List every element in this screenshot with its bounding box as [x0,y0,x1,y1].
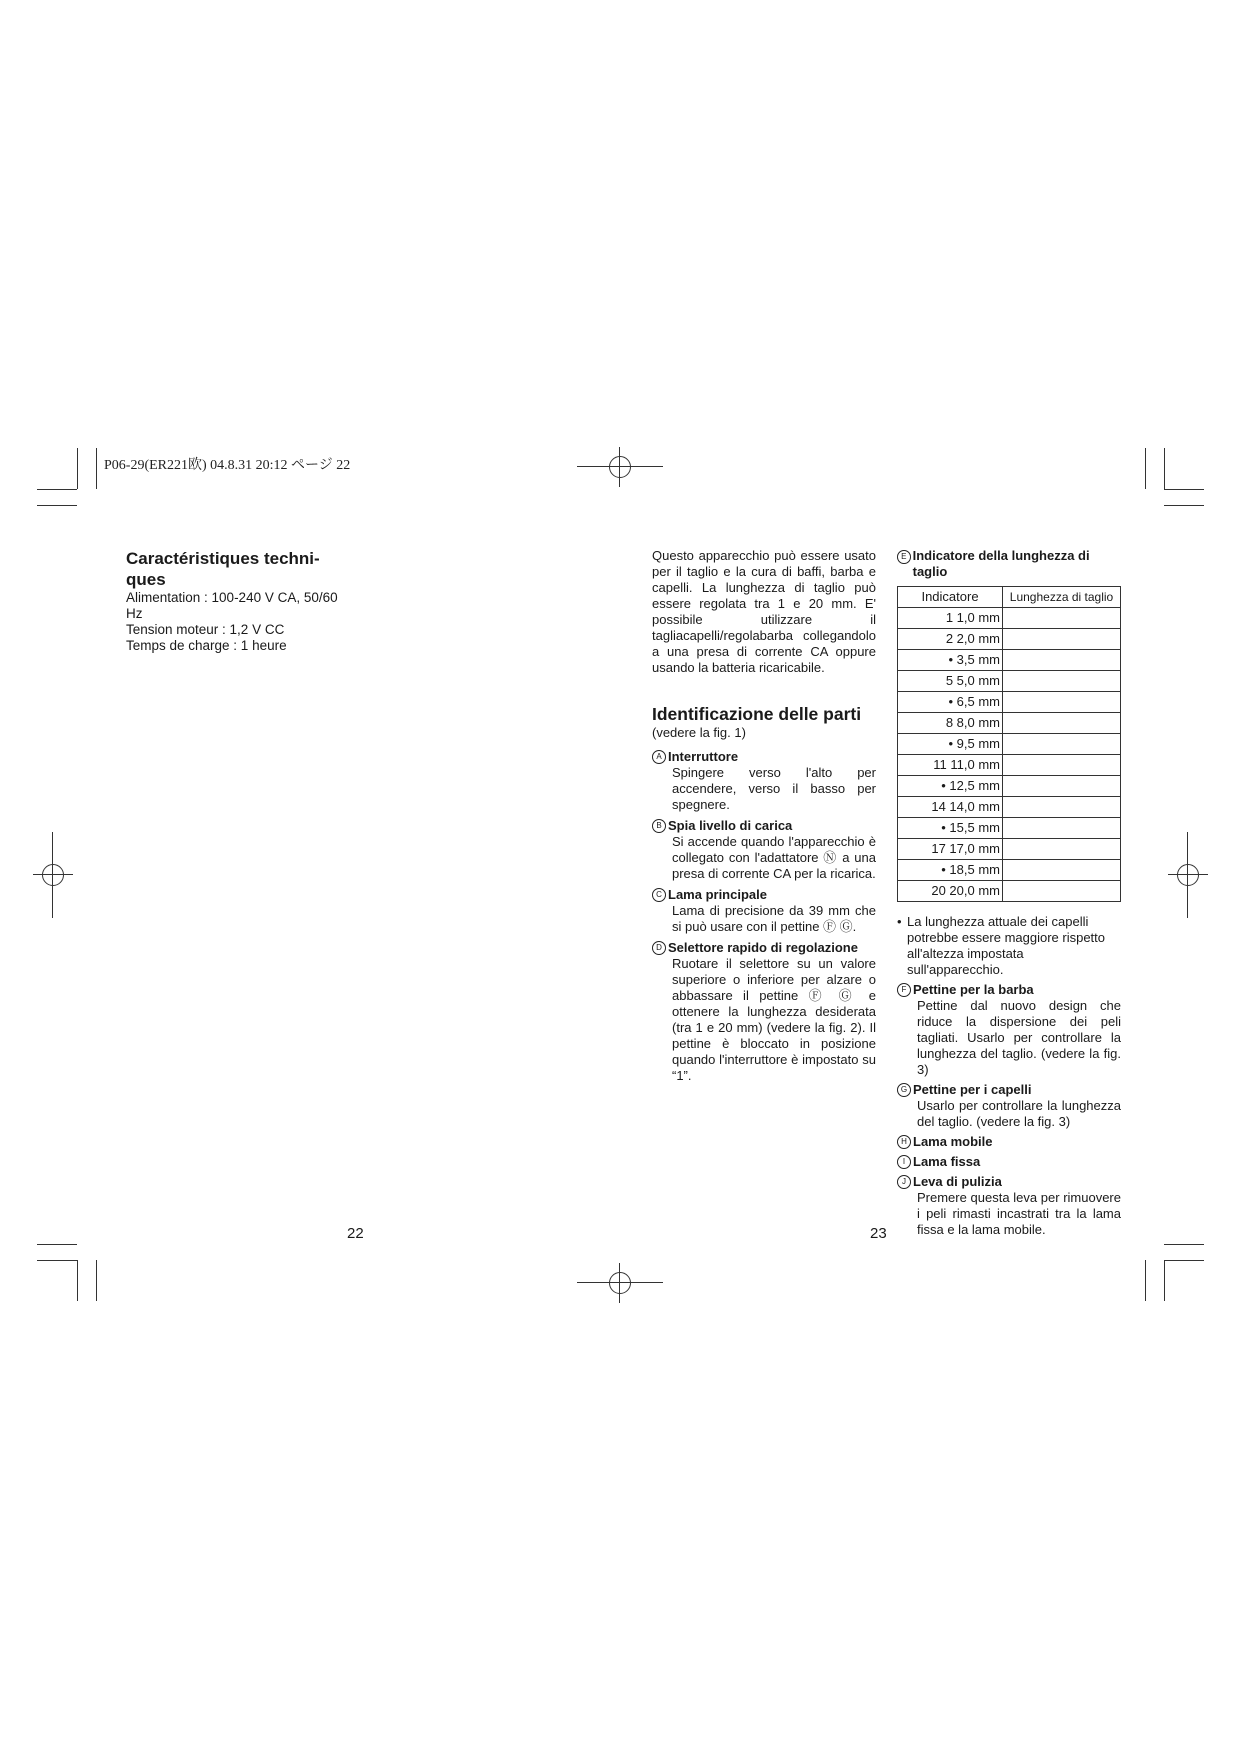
circled-letter-j-icon: J [897,1175,911,1189]
part-item-b [652,818,876,882]
table-cell-empty [1003,671,1121,692]
specs-list [126,590,366,654]
table-header-indicator: Indicatore [898,587,1003,608]
table-cell-empty [1003,839,1121,860]
table-cell-empty [1003,734,1121,755]
table-cell-indicator-length: • 18,5 mm [898,860,1003,881]
part-description: Pettine dal nuovo design che riduce la dispersione dei peli tagliati. Usarlo per controllare la lunghezza del taglio. (vedere la fig. 3) [917,998,1121,1077]
part-title: Pettine per i capelli [913,1082,1032,1097]
right-column-2 [897,548,1121,1238]
part-item-d [652,940,876,1084]
spec-charge-time: Temps de charge : 1 heure [126,638,287,653]
table-cell-indicator-length: 1 1,0 mm [898,608,1003,629]
part-item-c [652,887,876,935]
table-row [898,776,1121,797]
circled-letter-h-icon: H [897,1135,911,1149]
page-number-left: 22 [347,1225,364,1242]
part-description: Ruotare il selettore su un valore superiore o inferiore per alzare o abbassare il pettine Ⓕ Ⓖ e ottenere la lunghezza desiderata (tra 1 e 20 mm) (vedere la fig. 2). Il pettine è bloccato in posizione quando l'interruttore è impostato su “1”. [672,956,876,1083]
table-row [898,839,1121,860]
table-row [898,881,1121,902]
table-cell-indicator-length: 8 8,0 mm [898,713,1003,734]
part-title: Selettore rapido di regolazione [668,940,858,955]
page-number-right: 23 [870,1225,887,1242]
part-title: Lama principale [668,887,767,902]
circled-letter-d-icon: D [652,941,666,955]
circled-letter-c-icon: C [652,888,666,902]
table-cell-empty [1003,713,1121,734]
part-description: Premere questa leva per rimuovere i peli rimasti incastrati tra la lama fissa e la lama mobile. [917,1190,1121,1237]
part-description: Lama di precisione da 39 mm che si può usare con il pettine Ⓕ Ⓖ. [672,903,876,934]
table-row [898,797,1121,818]
table-cell-indicator-length: 17 17,0 mm [898,839,1003,860]
table-cell-indicator-length: 11 11,0 mm [898,755,1003,776]
spec-power: Alimentation : 100-240 V CA, 50/60 Hz [126,590,338,621]
part-title: Spia livello di carica [668,818,793,833]
section-subtitle: (vedere la fig. 1) [652,725,746,740]
table-row [898,608,1121,629]
right-column-1 [652,548,876,1089]
table-cell-indicator-length: • 9,5 mm [898,734,1003,755]
table-cell-empty [1003,881,1121,902]
part-title: Leva di pulizia [913,1174,1002,1189]
part-item-j [897,1174,1121,1238]
part-item-f [897,982,1121,1078]
table-cell-empty [1003,608,1121,629]
section-title: Identificazione delle parti [652,704,862,724]
registration-mark-right [1168,855,1208,895]
table-row [898,692,1121,713]
part-title: Pettine per la barba [913,982,1034,997]
circled-letter-i-icon: I [897,1155,911,1169]
table-row [898,734,1121,755]
table-row [898,713,1121,734]
table-cell-indicator-length: 5 5,0 mm [898,671,1003,692]
spec-motor-voltage: Tension moteur : 1,2 V CC [126,622,285,637]
table-header-length: Lunghezza di taglio [1003,587,1121,608]
circled-letter-b-icon: B [652,819,666,833]
note-bullet: • [897,914,902,929]
part-title: Lama mobile [913,1134,993,1149]
length-note [897,914,1121,978]
specs-title: Caractéristiques techni- ques [126,549,320,589]
table-cell-indicator-length: • 3,5 mm [898,650,1003,671]
circled-letter-f-icon: F [897,983,911,997]
cut-length-table [897,586,1121,902]
table-cell-indicator-length: • 6,5 mm [898,692,1003,713]
table-row [898,860,1121,881]
circled-letter-g-icon: G [897,1083,911,1097]
table-row [898,755,1121,776]
table-cell-empty [1003,776,1121,797]
table-cell-indicator-length: 2 2,0 mm [898,629,1003,650]
part-item-i [897,1154,1121,1170]
table-cell-empty [1003,818,1121,839]
table-cell-empty [1003,692,1121,713]
circled-letter-e-icon: E [897,550,911,564]
table-cell-indicator-length: • 12,5 mm [898,776,1003,797]
table-row [898,671,1121,692]
part-title: Interruttore [668,749,739,764]
table-cell-empty [1003,860,1121,881]
part-title: Lama fissa [913,1154,981,1169]
table-cell-empty [1003,755,1121,776]
part-item-e [897,548,1121,580]
part-item-a [652,749,876,813]
table-cell-indicator-length: 14 14,0 mm [898,797,1003,818]
registration-mark-top [600,447,640,487]
table-row [898,650,1121,671]
part-item-h [897,1134,1121,1150]
registration-mark-bottom [600,1263,640,1303]
note-text: La lunghezza attuale dei capelli potrebbe essere maggiore rispetto all'altezza impostata sull'apparecchio. [907,914,1106,977]
registration-mark-left [33,855,73,895]
part-description: Spingere verso l'alto per accendere, verso il basso per spegnere. [672,765,876,812]
intro-paragraph: Questo apparecchio può essere usato per il taglio e la cura di baffi, barba e capelli. La lunghezza di taglio può essere regolata tra 1 e 20 mm. E' possibile utilizzare il tagliacapelli/regolabarba collegandolo a una presa di corrente CA oppure usando la batteria ricaricabile. [652,548,876,675]
table-cell-indicator-length: 20 20,0 mm [898,881,1003,902]
part-item-g [897,1082,1121,1130]
table-row [898,818,1121,839]
circled-letter-a-icon: A [652,750,666,764]
part-description: Si accende quando l'apparecchio è collegato con l'adattatore Ⓝ a una presa di corrente CA per la ricarica. [672,834,876,881]
table-cell-empty [1003,797,1121,818]
table-cell-empty [1003,629,1121,650]
print-info: P06-29(ER221欧) 04.8.31 20:12 ページ 22 [104,458,351,473]
table-row [898,629,1121,650]
part-title: Indicatore della lunghezza di taglio [912,548,1090,579]
table-cell-indicator-length: • 15,5 mm [898,818,1003,839]
table-cell-empty [1003,650,1121,671]
part-description: Usarlo per controllare la lunghezza del taglio. (vedere la fig. 3) [917,1098,1121,1129]
